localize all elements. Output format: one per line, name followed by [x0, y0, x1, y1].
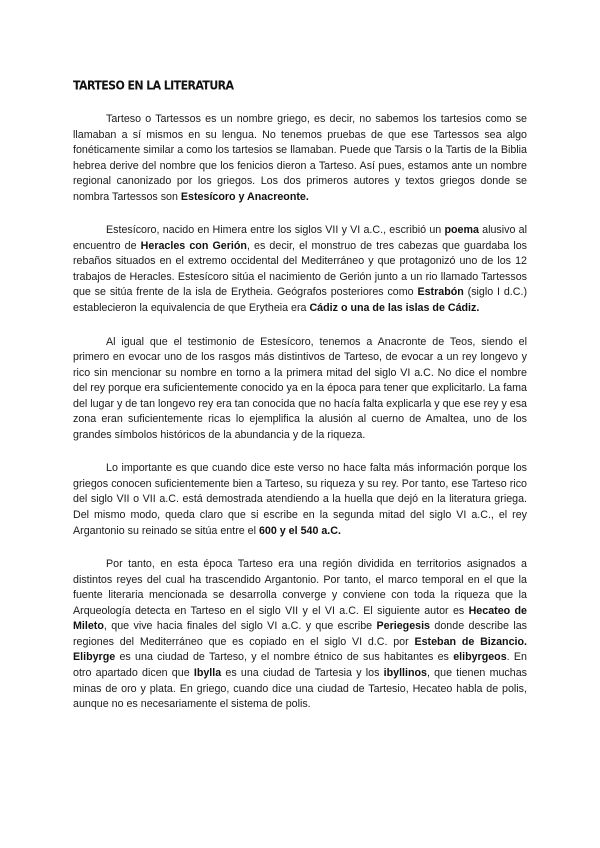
bold-run: Ibylla [193, 666, 222, 679]
text-run: es una ciudad de Tartesia y los [221, 666, 384, 679]
text-run: , que tienen muchas minas de oro y plata. En griego, cuando dice una ciudad de Tartesio, Hecateo habla de polis, aunque no es necesariamente el sistema de polis. [73, 666, 527, 711]
text-run: , que vive hacia finales del siglo VI a.C. y que escribe [103, 620, 377, 633]
bold-run: poema [444, 224, 479, 237]
paragraph-3 [73, 335, 527, 444]
bold-run: Cádiz o una de las islas de Cádiz. [309, 302, 480, 315]
bold-run: 600 y el 540 a.C. [258, 524, 341, 537]
text-run: Lo importante es que cuando dice este verso no hace falta más información porque los griegos conocen suficientemente bien a Tarteso, su riqueza y su rey. Por tanto, ese Tarteso rico del siglo VII o VII a.C. está demostrada atendiendo a la huella que dejó en la literatura griega. Del mismo modo, queda claro que si escribe en la segunda mitad del siglo VI a.C., el rey Argantonio su reinado se sitúa entre el [73, 462, 527, 537]
paragraph-1-bold-authors: Estesícoro y Anacreonte. [180, 190, 309, 203]
text-run: . En otro apartado dicen que [73, 651, 527, 679]
paragraph-1-text: Tarteso o Tartessos es un nombre griego, es decir, no sabemos los tartesios como se llamaban a sí mismos en su lengua. No tenemos pruebas de que ese Tartessos sea algo fonéticamente similar a como los tartesios se llamaban. Puede que Tarsis o la Tartis de la Biblia hebrea derive del nombre que los fenicios dieron a Tarteso. Así pues, estamos ante un nombre regional canonizado por los griegos. Los dos primeros autores y textos griegos donde se nombra Tartessos son [73, 113, 527, 203]
text-run: donde describe las regiones del Mediterráneo que es copiado en el siglo VI d.C. por [73, 620, 528, 648]
text-run: Estesícoro, nacido en Himera entre los siglos VII y VI a.C., escribió un [106, 224, 445, 237]
bold-run: ibyllinos [383, 666, 427, 679]
bold-run: Esteban de Bizancio. [414, 635, 527, 648]
text-run: alusivo al encuentro de [73, 224, 527, 252]
section-title: TARTESO EN LA LITERATURA [73, 78, 234, 93]
bold-run: Hecateo de Mileto [73, 604, 527, 633]
bold-run: Periegesis [376, 620, 431, 633]
bold-run: elibyrgeos [453, 651, 507, 664]
paragraph-2 [73, 223, 527, 316]
bold-run: Heracles con Gerión [140, 239, 247, 252]
bold-run: Elibyrge [73, 651, 116, 664]
bold-run: Estrabón [417, 286, 464, 299]
text-run: , es decir, el monstruo de tres cabezas que guardaba los rebaños situados en el extremo occidental del Mediterráneo y que protagonizó uno de los 12 trabajos de Heracles. Estesícoro sitúa el nacimiento de Gerión junto a un rio llamado Tartessos que se sitúa frente de la isla de Erytheia. Geógrafos posteriores como [73, 239, 527, 299]
paragraph-1 [73, 112, 527, 205]
text-run: Por tanto, en esta época Tarteso era una región dividida en territorios asignados a distintos reyes del cual ha trascendido Argantonio. Por tanto, el marco temporal en el que la fuente literaria mencionada se desarrolla converge y conviene con toda la riqueza que la Arqueología detecta en Tarteso en el siglo VII y el VI a.C. El siguiente autor es [73, 558, 527, 617]
paragraph-5 [73, 557, 527, 712]
text-run: Al igual que el testimonio de Estesícoro, tenemos a Anacronte de Teos, siendo el primero en evocar uno de los rasgos más distintivos de Tarteso, de evocar a un rey longevo y rico sin mencionar su nombre en torno a la primera mitad del siglo VI a.C. No dice el nombre del rey porque era suficientemente conocido ya en la época para tener que explicitarlo. La fama del lugar y de tan longevo rey era tan conocida que no hacía falta explicarla y que ese rey y esa zona eran suficientemente ricas lo ejemplifica la alusión al cuerno de Amaltea, uno de los grandes símbolos históricos de la abundancia y de la riqueza. [73, 335, 527, 441]
text-run: (siglo I d.C.) establecieron la equivalencia de que Erytheia era [73, 286, 528, 315]
paragraph-4 [73, 461, 527, 539]
text-run: es una ciudad de Tarteso, y el nombre étnico de sus habitantes es [115, 651, 454, 664]
